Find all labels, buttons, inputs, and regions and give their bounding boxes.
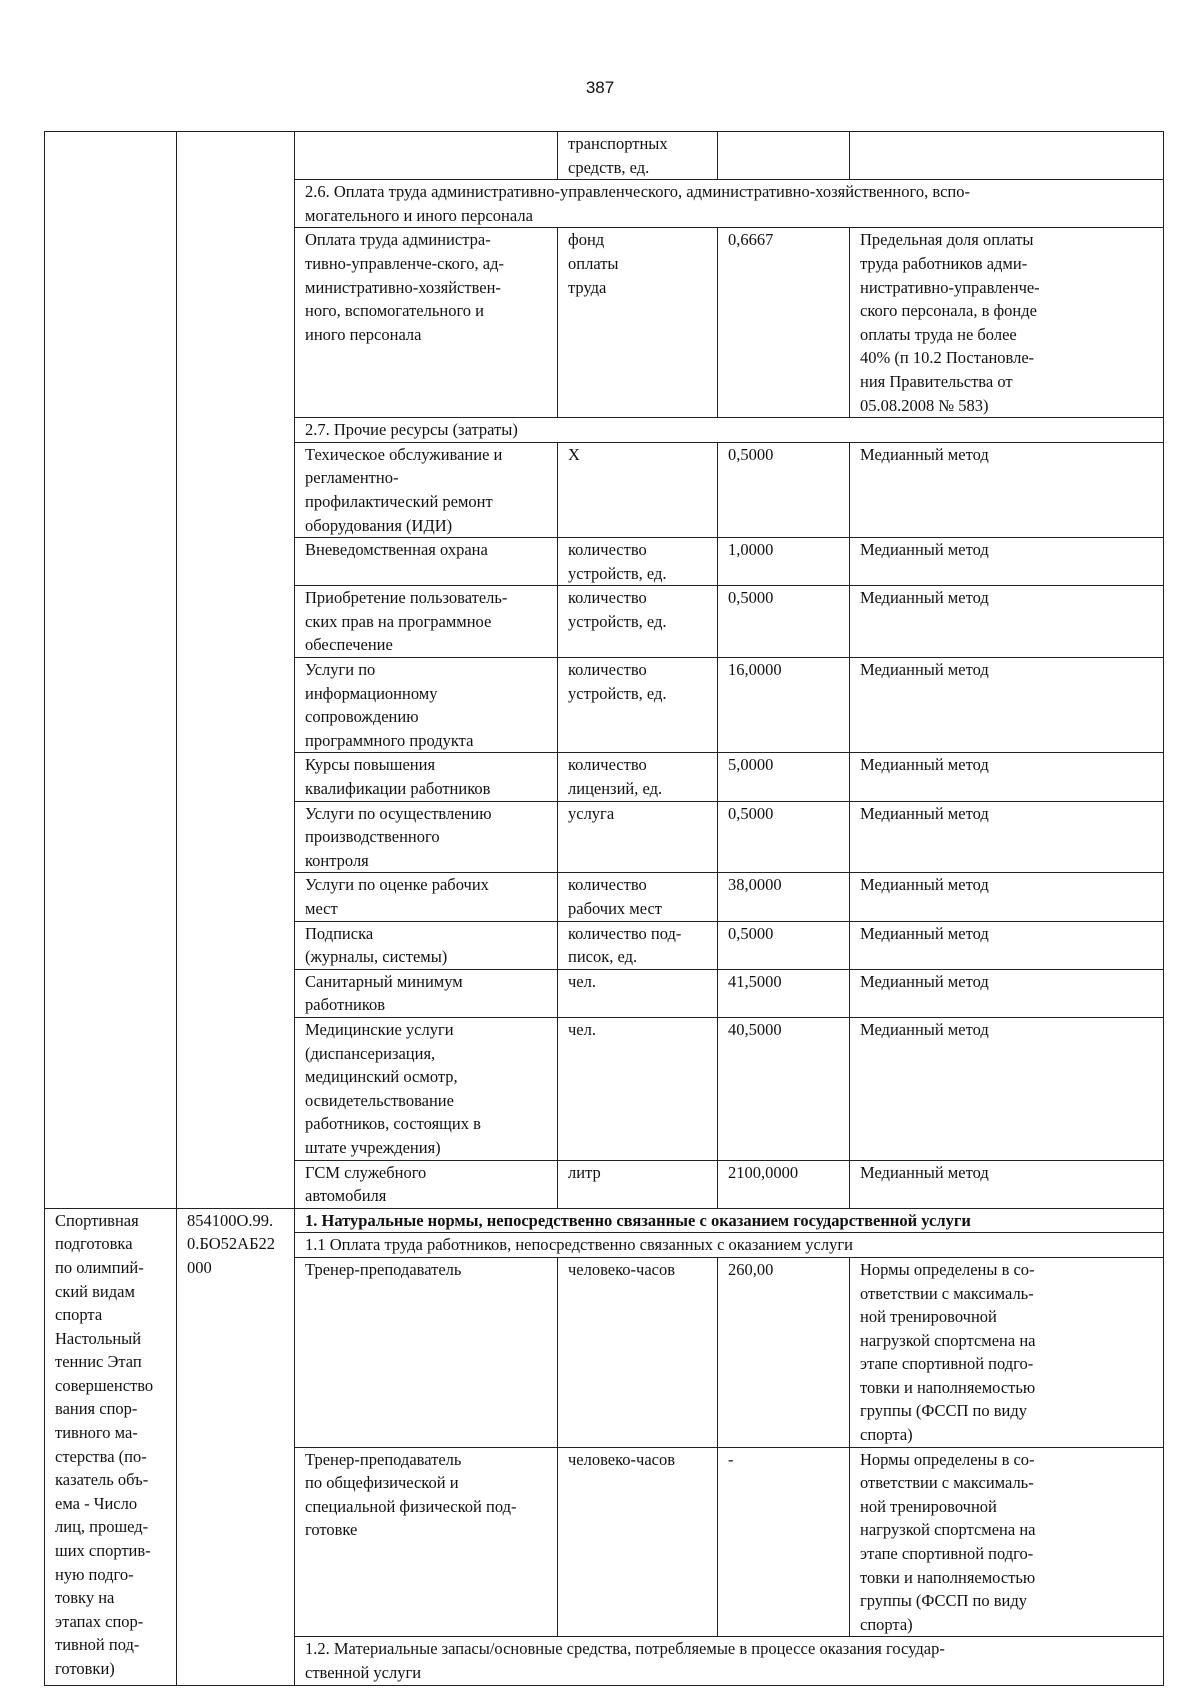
- norm-unit-cell: услуга: [558, 801, 718, 873]
- norm-value-cell: 5,0000: [718, 753, 850, 801]
- table-row: [45, 1208, 1164, 1233]
- norm-unit-cell: количество рабочих мест: [558, 873, 718, 921]
- norm-name-cell: Санитарный минимум работников: [295, 969, 558, 1017]
- norm-value-cell: 16,0000: [718, 658, 850, 753]
- norm-name-cell: Медицинские услуги (диспансеризация, медицинский осмотр, освидетельствование работников, состоящих в штате учреждения): [295, 1017, 558, 1160]
- norm-note-cell: [850, 132, 1164, 180]
- norm-value-cell: 0,6667: [718, 228, 850, 418]
- section-heading: 1.2. Материальные запасы/основные средства, потребляемые в процессе оказания государ- ственной услуги: [295, 1637, 1164, 1685]
- norm-note-cell: Нормы определены в со- ответствии с максималь- ной тренировочной нагрузкой спортсмена на этапе спортивной подго- товки и наполняемостью группы (ФССП по виду спорта): [850, 1447, 1164, 1637]
- norm-name-cell: Услуги по оценке рабочих мест: [295, 873, 558, 921]
- norm-note-cell: Медианный метод: [850, 442, 1164, 537]
- norm-unit-cell: количество устройств, ед.: [558, 658, 718, 753]
- norm-unit-cell: Х: [558, 442, 718, 537]
- norm-unit-cell: человеко-часов: [558, 1257, 718, 1447]
- norm-value-cell: [718, 132, 850, 180]
- norm-unit-cell: количество под- писок, ед.: [558, 921, 718, 969]
- norm-value-cell: 0,5000: [718, 442, 850, 537]
- norm-value-cell: 2100,0000: [718, 1160, 850, 1208]
- service-name-cell-prev: [45, 132, 177, 1209]
- norms-table: [44, 131, 1164, 1686]
- norm-name-cell: Услуги по информационному сопровождению программного продукта: [295, 658, 558, 753]
- norm-unit-cell: количество устройств, ед.: [558, 586, 718, 658]
- norm-name-cell: Курсы повышения квалификации работников: [295, 753, 558, 801]
- norms-table-body: [45, 132, 1164, 1686]
- norm-name-cell: Подписка (журналы, системы): [295, 921, 558, 969]
- page-number: 387: [585, 78, 615, 97]
- norm-name-cell: [295, 132, 558, 180]
- norm-note-cell: Медианный метод: [850, 1160, 1164, 1208]
- norm-unit-cell: литр: [558, 1160, 718, 1208]
- norm-note-cell: Медианный метод: [850, 801, 1164, 873]
- norm-value-cell: 0,5000: [718, 921, 850, 969]
- table-row: [45, 132, 1164, 180]
- norm-unit-cell: количество устройств, ед.: [558, 538, 718, 586]
- norm-name-cell: Приобретение пользователь- ских прав на программное обеспечение: [295, 586, 558, 658]
- service-code-cell-prev: [177, 132, 295, 1209]
- norm-name-cell: Тренер-преподаватель: [295, 1257, 558, 1447]
- norm-value-cell: 260,00: [718, 1257, 850, 1447]
- section-heading: 2.6. Оплата труда административно-управленческого, административно-хозяйственного, вспо- могательного и иного персонала: [295, 180, 1164, 228]
- norm-name-cell: Услуги по осуществлению производственного контроля: [295, 801, 558, 873]
- norm-unit-cell: человеко-часов: [558, 1447, 718, 1637]
- norm-name-cell: Тренер-преподаватель по общефизической и специальной физической под- готовке: [295, 1447, 558, 1637]
- norm-value-cell: 0,5000: [718, 801, 850, 873]
- norm-name-cell: Вневедомственная охрана: [295, 538, 558, 586]
- norm-note-cell: Медианный метод: [850, 538, 1164, 586]
- norm-unit-cell: транспортных средств, ед.: [558, 132, 718, 180]
- norm-value-cell: 38,0000: [718, 873, 850, 921]
- section-heading: 1. Натуральные нормы, непосредственно связанные с оказанием государственной услуги: [295, 1208, 1164, 1233]
- service-name-cell: Спортивная подготовка по олимпий- ский видам спорта Настольный теннис Этап совершенство вания спор- тивного ма- стерства (по- казатель объ- ема - Число лиц, прошед- ших спортив- ную подго- товку на этапах спор- тивной под- готовки): [45, 1208, 177, 1685]
- norm-note-cell: Медианный метод: [850, 753, 1164, 801]
- norm-note-cell: Медианный метод: [850, 1017, 1164, 1160]
- norm-note-cell: Медианный метод: [850, 586, 1164, 658]
- norm-note-cell: Предельная доля оплаты труда работников адми- нистративно-управленче- ского персонала, в фонде оплаты труда не более 40% (п 10.2 Постановле- ния Правительства от 05.08.2008 № 583): [850, 228, 1164, 418]
- norm-value-cell: 1,0000: [718, 538, 850, 586]
- norm-value-cell: 40,5000: [718, 1017, 850, 1160]
- norm-note-cell: Медианный метод: [850, 921, 1164, 969]
- norm-name-cell: ГСМ служебного автомобиля: [295, 1160, 558, 1208]
- section-heading: 2.7. Прочие ресурсы (затраты): [295, 418, 1164, 443]
- norm-unit-cell: фонд оплаты труда: [558, 228, 718, 418]
- norm-unit-cell: количество лицензий, ед.: [558, 753, 718, 801]
- norm-note-cell: Медианный метод: [850, 658, 1164, 753]
- norm-name-cell: Техическое обслуживание и регламентно- профилактический ремонт оборудования (ИДИ): [295, 442, 558, 537]
- service-code-cell: 854100О.99. 0.БО52АБ22 000: [177, 1208, 295, 1685]
- norm-note-cell: Медианный метод: [850, 873, 1164, 921]
- norm-unit-cell: чел.: [558, 1017, 718, 1160]
- section-heading: 1.1 Оплата труда работников, непосредственно связанных с оказанием услуги: [295, 1233, 1164, 1258]
- norm-note-cell: Медианный метод: [850, 969, 1164, 1017]
- norm-value-cell: -: [718, 1447, 850, 1637]
- norm-unit-cell: чел.: [558, 969, 718, 1017]
- norm-name-cell: Оплата труда администра- тивно-управленче-ского, ад- министративно-хозяйствен- ного, вспомогательного и иного персонала: [295, 228, 558, 418]
- norm-value-cell: 0,5000: [718, 586, 850, 658]
- norm-value-cell: 41,5000: [718, 969, 850, 1017]
- norm-note-cell: Нормы определены в со- ответствии с максималь- ной тренировочной нагрузкой спортсмена на этапе спортивной подго- товки и наполняемостью группы (ФССП по виду спорта): [850, 1257, 1164, 1447]
